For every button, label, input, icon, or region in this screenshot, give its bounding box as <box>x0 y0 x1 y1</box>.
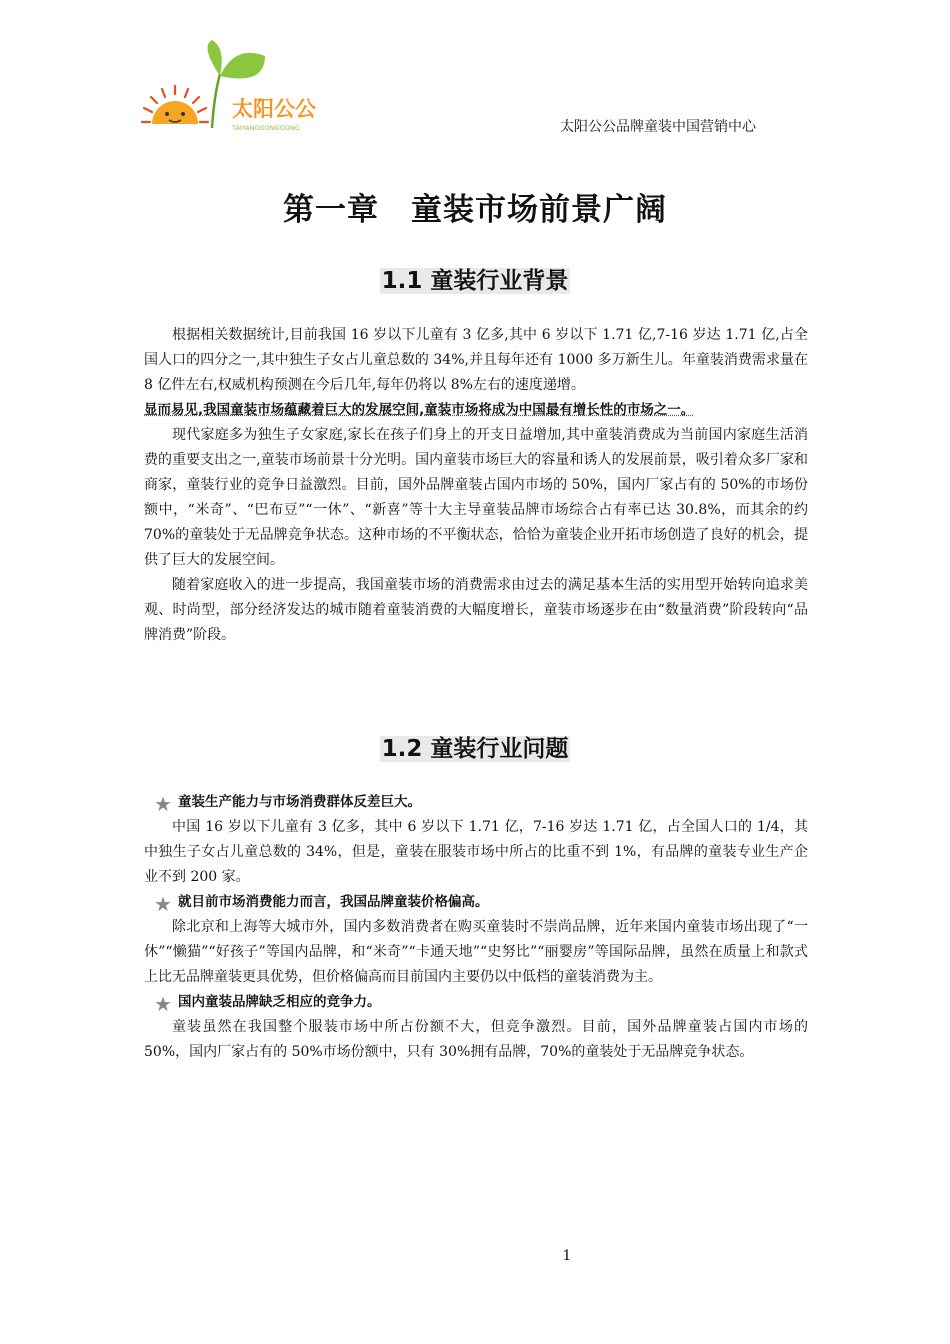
paragraph: 随着家庭收入的进一步提高，我国童装市场的消费需求由过去的满足基本生活的实用型开始转向追求美观、时尚型，部分经济发达的城市随着童装消费的大幅度增长，童装市场逐步在由“数量消费”阶段转向“品牌消费”阶段。 <box>144 577 808 643</box>
logo-text: 太阳公公 <box>232 97 316 121</box>
bullet-title: 就目前市场消费能力而言，我国品牌童装价格偏高。 <box>178 894 489 910</box>
section-heading-1-1-text: 1.1 童装行业背景 <box>381 268 569 294</box>
section-1-body <box>144 323 808 648</box>
section-heading-1-2 <box>0 730 950 763</box>
section-heading-1-2-text: 1.2 童装行业问题 <box>381 736 569 762</box>
section-2-body <box>144 790 808 1065</box>
brand-logo <box>140 36 330 136</box>
star-icon: ★ <box>154 992 172 1016</box>
header-brand-center: 太阳公公品牌童装中国营销中心 <box>560 119 756 135</box>
bullet-heading <box>144 890 808 915</box>
logo-subtext: TAIYANGGONGGONG <box>232 124 300 132</box>
paragraph: 除北京和上海等大城市外，国内多数消费者在购买童装时不崇尚品牌，近年来国内童装市场出现了“一休”“懒猫”“好孩子”等国内品牌，和“米奇”“卡通天地”“史努比”“丽婴房”等国际品牌，虽然在质量上和款式上比无品牌童装更具优势，但价格偏高而目前国内主要仍以中低档的童装消费为主。 <box>144 919 808 985</box>
highlight-statement: 显而易见,我国童装市场蕴藏着巨大的发展空间,童装市场将成为中国最有增长性的市场之一。 <box>144 402 695 418</box>
bullet-heading <box>144 790 808 815</box>
star-icon: ★ <box>154 892 172 916</box>
paragraph: 现代家庭多为独生子女家庭,家长在孩子们身上的开支日益增加,其中童装消费成为当前国内家庭生活消费的重要支出之一,童装市场前景十分光明。国内童装市场巨大的容量和诱人的发展前景，吸引着众多厂家和商家，童装行业的竞争日益激烈。目前，国外品牌童装占国内市场的 50%，国内厂家占有的 50%的市场份额中，“米奇”、“巴布豆”“一休”、“新喜”等十大主导童装品牌市场综合占有率已达 30.8%，而其余的约 70%的童装处于无品牌竞争状态。这种市场的不平衡状态，恰恰为童装企业开拓市场创造了良好的机会，提供了巨大的发展空间。 <box>144 427 808 568</box>
chapter-title: 第一章 童装市场前景广阔 <box>283 192 667 228</box>
star-icon: ★ <box>154 792 172 816</box>
section-heading-1-1 <box>0 262 950 295</box>
bullet-title: 国内童装品牌缺乏相应的竞争力。 <box>178 994 381 1010</box>
paragraph: 中国 16 岁以下儿童有 3 亿多，其中 6 岁以下 1.71 亿，7-16 岁达 1.71 亿，占全国人口的 1/4，其中独生子女占儿童总数的 34%，但是，童装在服装市场中所占的比重不到 1%，有品牌的童装专业生产企业不到 200 家。 <box>144 819 808 885</box>
paragraph: 根据相关数据统计,目前我国 16 岁以下儿童有 3 亿多,其中 6 岁以下 1.71 亿,7-16 岁达 1.71 亿,占全国人口的四分之一,其中独生子女占儿童总数的 34%,并且每年还有 1000 多万新生儿。年童装消费需求量在 8 亿件左右,权威机构预测在今后几年,每年仍将以 8%左右的速度递增。 <box>144 327 808 393</box>
paragraph: 童装虽然在我国整个服装市场中所占份额不大，但竞争激烈。目前，国外品牌童装占国内市场的 50%，国内厂家占有的 50%市场份额中，只有 30%拥有品牌，70%的童装处于无品牌竞争状态。 <box>144 1019 808 1060</box>
bullet-heading <box>144 990 808 1015</box>
page-number: 1 <box>562 1248 572 1264</box>
bullet-title: 童装生产能力与市场消费群体反差巨大。 <box>178 794 421 810</box>
logo-graphic <box>140 36 330 136</box>
